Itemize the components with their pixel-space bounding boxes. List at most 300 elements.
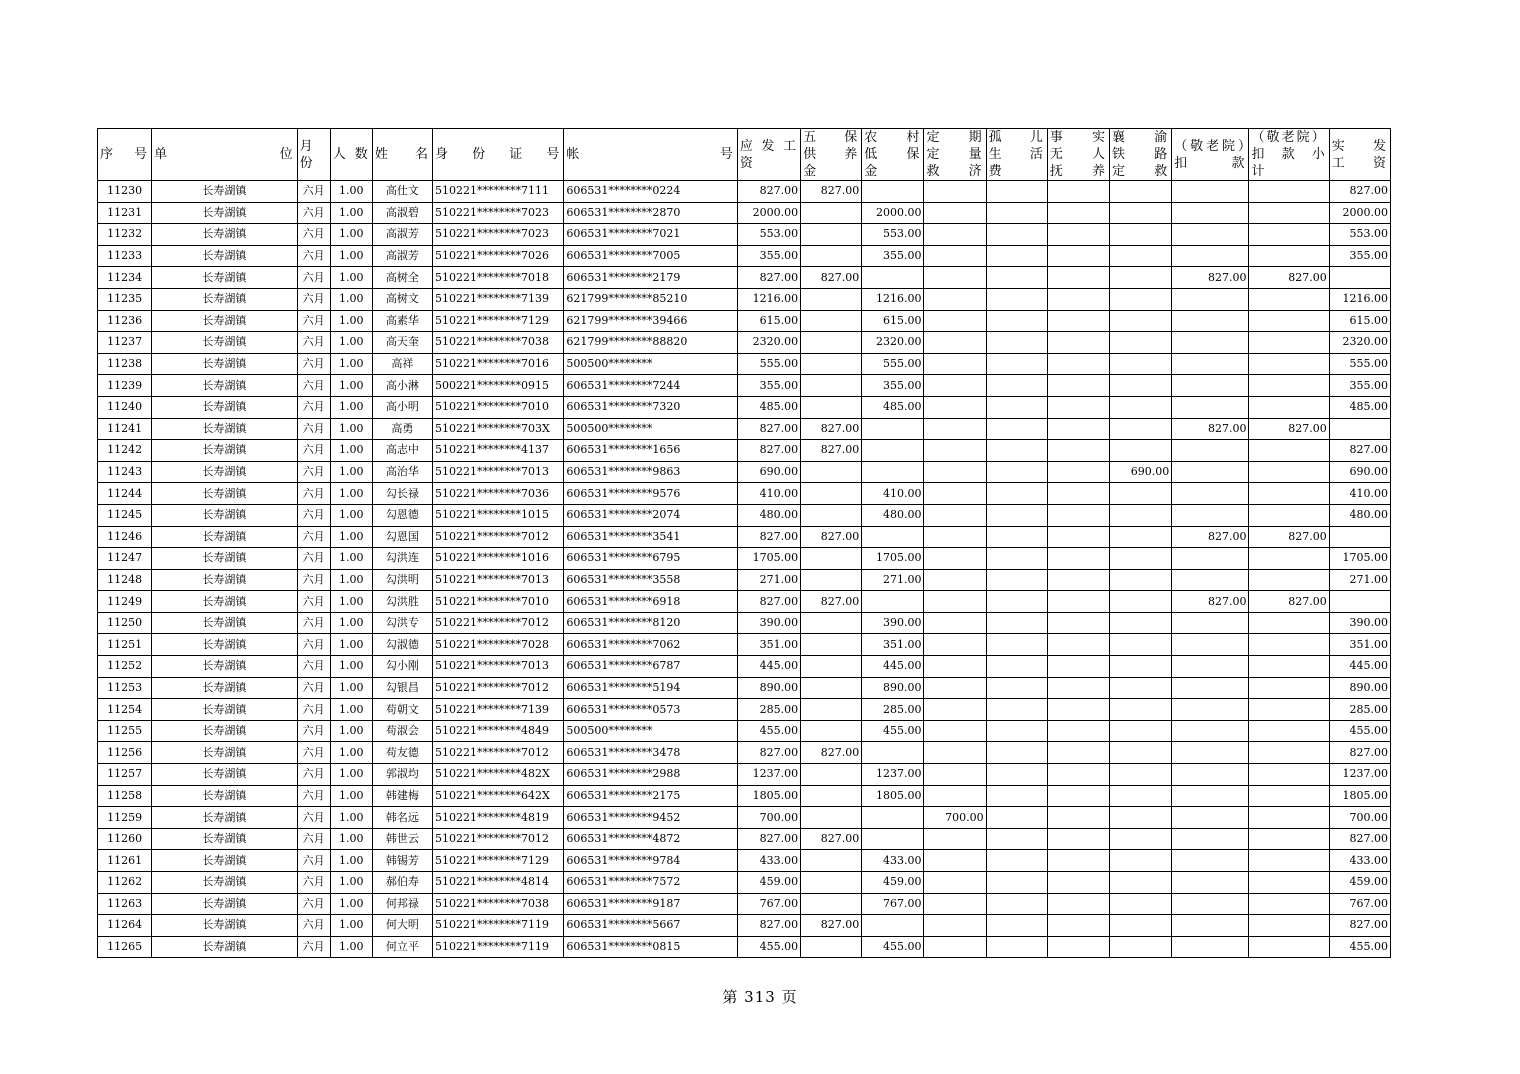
cell-col-deduction-subtotal (1249, 310, 1329, 332)
cell-col-deduction-subtotal (1249, 785, 1329, 807)
cell-col-net-pay: 827.00 (1329, 915, 1390, 937)
cell-col-rural-subsistence: 890.00 (862, 677, 924, 699)
cell-col-name: 高小明 (372, 396, 432, 418)
cell-col-month: 六月 (297, 569, 330, 591)
cell-col-de-facto-orphan (1047, 267, 1109, 289)
cell-col-fixed-relief (924, 245, 986, 267)
cell-col-name: 高淑芳 (372, 245, 432, 267)
table-row (98, 764, 1391, 786)
cell-col-orphan (986, 526, 1047, 548)
cell-col-name: 高淑芳 (372, 224, 432, 246)
cell-col-net-pay: 690.00 (1329, 461, 1390, 483)
cell-col-deduction-subtotal (1249, 569, 1329, 591)
table-row (98, 353, 1391, 375)
cell-col-name: 高祥 (372, 353, 432, 375)
table-row (98, 936, 1391, 958)
cell-col-five-guarantee (801, 634, 862, 656)
cell-col-orphan (986, 677, 1047, 699)
cell-col-five-guarantee: 827.00 (801, 591, 862, 613)
cell-col-de-facto-orphan (1047, 850, 1109, 872)
cell-col-deduction-subtotal (1249, 915, 1329, 937)
header-col-deduction-subtotal: （敬老院）扣 款 小 计 (1249, 129, 1329, 181)
cell-col-deduction (1172, 440, 1249, 462)
cell-col-month: 六月 (297, 850, 330, 872)
cell-col-five-guarantee (801, 807, 862, 829)
cell-col-count: 1.00 (330, 181, 372, 203)
cell-col-id-number: 510221********7018 (432, 267, 563, 289)
cell-col-id-number: 510221********7012 (432, 677, 563, 699)
cell-col-de-facto-orphan (1047, 353, 1109, 375)
cell-col-deduction-subtotal (1249, 720, 1329, 742)
cell-col-id-number: 510221********1016 (432, 548, 563, 570)
cell-col-name: 勾长禄 (372, 483, 432, 505)
cell-col-railway-relief (1110, 569, 1172, 591)
cell-col-rural-subsistence: 271.00 (862, 569, 924, 591)
cell-col-month: 六月 (297, 612, 330, 634)
cell-col-de-facto-orphan (1047, 656, 1109, 678)
table-row (98, 440, 1391, 462)
table-row (98, 612, 1391, 634)
cell-col-month: 六月 (297, 181, 330, 203)
cell-col-rural-subsistence: 485.00 (862, 396, 924, 418)
cell-col-unit: 长寿湖镇 (152, 310, 297, 332)
cell-col-railway-relief (1110, 764, 1172, 786)
cell-col-count: 1.00 (330, 353, 372, 375)
header-col-payable: 应 发 工 资 (737, 129, 800, 181)
cell-col-de-facto-orphan (1047, 181, 1109, 203)
cell-col-id-number: 510221********7139 (432, 699, 563, 721)
table-row (98, 591, 1391, 613)
cell-col-fixed-relief (924, 742, 986, 764)
cell-col-deduction-subtotal (1249, 936, 1329, 958)
cell-col-railway-relief: 690.00 (1110, 461, 1172, 483)
cell-col-payable: 390.00 (737, 612, 800, 634)
cell-col-de-facto-orphan (1047, 504, 1109, 526)
cell-col-unit: 长寿湖镇 (152, 418, 297, 440)
header-col-de-facto-orphan: 事 实 无 人 抚 养 (1047, 129, 1109, 181)
table-row (98, 548, 1391, 570)
cell-col-account: 606531********7572 (564, 872, 738, 894)
cell-col-rural-subsistence: 2320.00 (862, 332, 924, 354)
cell-col-fixed-relief (924, 310, 986, 332)
cell-col-net-pay: 615.00 (1329, 310, 1390, 332)
cell-col-orphan (986, 936, 1047, 958)
cell-col-deduction (1172, 656, 1249, 678)
cell-col-payable: 1216.00 (737, 288, 800, 310)
cell-col-serial: 11242 (98, 440, 152, 462)
cell-col-deduction: 827.00 (1172, 591, 1249, 613)
cell-col-deduction-subtotal (1249, 677, 1329, 699)
cell-col-unit: 长寿湖镇 (152, 915, 297, 937)
cell-col-payable: 480.00 (737, 504, 800, 526)
cell-col-unit: 长寿湖镇 (152, 699, 297, 721)
cell-col-month: 六月 (297, 699, 330, 721)
cell-col-net-pay: 553.00 (1329, 224, 1390, 246)
cell-col-name: 韩建梅 (372, 785, 432, 807)
cell-col-name: 勾洪连 (372, 548, 432, 570)
cell-col-month: 六月 (297, 504, 330, 526)
header-col-deduction: （敬老院）扣 款 (1172, 129, 1249, 181)
cell-col-unit: 长寿湖镇 (152, 353, 297, 375)
cell-col-railway-relief (1110, 850, 1172, 872)
cell-col-railway-relief (1110, 288, 1172, 310)
cell-col-deduction (1172, 807, 1249, 829)
table-row (98, 915, 1391, 937)
cell-col-name: 郝伯寿 (372, 872, 432, 894)
header-col-unit: 单 位 (152, 129, 297, 181)
cell-col-count: 1.00 (330, 332, 372, 354)
cell-col-net-pay (1329, 591, 1390, 613)
cell-col-serial: 11244 (98, 483, 152, 505)
cell-col-serial: 11235 (98, 288, 152, 310)
header-row (98, 129, 1391, 181)
cell-col-rural-subsistence (862, 440, 924, 462)
cell-col-five-guarantee (801, 332, 862, 354)
cell-col-orphan (986, 224, 1047, 246)
cell-col-railway-relief (1110, 181, 1172, 203)
cell-col-rural-subsistence: 2000.00 (862, 202, 924, 224)
cell-col-five-guarantee: 827.00 (801, 915, 862, 937)
cell-col-fixed-relief (924, 915, 986, 937)
cell-col-deduction-subtotal (1249, 872, 1329, 894)
cell-col-railway-relief (1110, 591, 1172, 613)
cell-col-name: 何大明 (372, 915, 432, 937)
cell-col-unit: 长寿湖镇 (152, 785, 297, 807)
cell-col-id-number: 510221********7119 (432, 915, 563, 937)
cell-col-payable: 445.00 (737, 656, 800, 678)
cell-col-deduction (1172, 332, 1249, 354)
cell-col-deduction (1172, 224, 1249, 246)
cell-col-id-number: 510221********7023 (432, 202, 563, 224)
table-header (98, 129, 1391, 181)
cell-col-deduction (1172, 569, 1249, 591)
cell-col-rural-subsistence: 615.00 (862, 310, 924, 332)
cell-col-unit: 长寿湖镇 (152, 396, 297, 418)
cell-col-account: 606531********3478 (564, 742, 738, 764)
cell-col-month: 六月 (297, 288, 330, 310)
cell-col-rural-subsistence (862, 181, 924, 203)
cell-col-account: 621799********39466 (564, 310, 738, 332)
cell-col-month: 六月 (297, 656, 330, 678)
cell-col-serial: 11264 (98, 915, 152, 937)
cell-col-five-guarantee (801, 548, 862, 570)
header-col-month: 月份 (297, 129, 330, 181)
cell-col-id-number: 510221********703X (432, 418, 563, 440)
cell-col-id-number: 510221********7036 (432, 483, 563, 505)
table-row (98, 569, 1391, 591)
cell-col-unit: 长寿湖镇 (152, 548, 297, 570)
cell-col-count: 1.00 (330, 807, 372, 829)
cell-col-railway-relief (1110, 807, 1172, 829)
cell-col-serial: 11236 (98, 310, 152, 332)
cell-col-id-number: 510221********7026 (432, 245, 563, 267)
cell-col-count: 1.00 (330, 548, 372, 570)
cell-col-unit: 长寿湖镇 (152, 440, 297, 462)
cell-col-five-guarantee: 827.00 (801, 742, 862, 764)
cell-col-deduction (1172, 310, 1249, 332)
cell-col-serial: 11237 (98, 332, 152, 354)
cell-col-month: 六月 (297, 893, 330, 915)
cell-col-account: 606531********7062 (564, 634, 738, 656)
cell-col-railway-relief (1110, 828, 1172, 850)
cell-col-month: 六月 (297, 310, 330, 332)
cell-col-unit: 长寿湖镇 (152, 375, 297, 397)
table-row (98, 699, 1391, 721)
cell-col-orphan (986, 807, 1047, 829)
cell-col-month: 六月 (297, 828, 330, 850)
cell-col-count: 1.00 (330, 828, 372, 850)
cell-col-railway-relief (1110, 936, 1172, 958)
cell-col-railway-relief (1110, 353, 1172, 375)
cell-col-net-pay (1329, 526, 1390, 548)
cell-col-fixed-relief (924, 548, 986, 570)
cell-col-five-guarantee (801, 483, 862, 505)
cell-col-unit: 长寿湖镇 (152, 936, 297, 958)
cell-col-fixed-relief (924, 440, 986, 462)
cell-col-name: 高治华 (372, 461, 432, 483)
table-row (98, 677, 1391, 699)
cell-col-orphan (986, 202, 1047, 224)
cell-col-fixed-relief (924, 893, 986, 915)
cell-col-serial: 11239 (98, 375, 152, 397)
cell-col-orphan (986, 828, 1047, 850)
cell-col-deduction (1172, 245, 1249, 267)
cell-col-net-pay: 827.00 (1329, 181, 1390, 203)
cell-col-account: 606531********6795 (564, 548, 738, 570)
cell-col-de-facto-orphan (1047, 548, 1109, 570)
cell-col-rural-subsistence: 455.00 (862, 720, 924, 742)
cell-col-net-pay: 1237.00 (1329, 764, 1390, 786)
cell-col-name: 韩名远 (372, 807, 432, 829)
cell-col-net-pay: 410.00 (1329, 483, 1390, 505)
cell-col-account: 606531********0573 (564, 699, 738, 721)
cell-col-orphan (986, 720, 1047, 742)
cell-col-five-guarantee (801, 353, 862, 375)
cell-col-month: 六月 (297, 677, 330, 699)
cell-col-railway-relief (1110, 483, 1172, 505)
cell-col-five-guarantee (801, 310, 862, 332)
cell-col-rural-subsistence (862, 526, 924, 548)
cell-col-payable: 827.00 (737, 828, 800, 850)
cell-col-account: 606531********2175 (564, 785, 738, 807)
cell-col-serial: 11256 (98, 742, 152, 764)
cell-col-id-number: 510221********7038 (432, 893, 563, 915)
cell-col-month: 六月 (297, 526, 330, 548)
header-col-account: 帐 号 (564, 129, 738, 181)
cell-col-deduction-subtotal (1249, 353, 1329, 375)
cell-col-de-facto-orphan (1047, 526, 1109, 548)
cell-col-payable: 351.00 (737, 634, 800, 656)
cell-col-id-number: 510221********7013 (432, 461, 563, 483)
cell-col-payable: 285.00 (737, 699, 800, 721)
table-row (98, 504, 1391, 526)
cell-col-serial: 11250 (98, 612, 152, 634)
cell-col-rural-subsistence (862, 418, 924, 440)
cell-col-fixed-relief (924, 375, 986, 397)
cell-col-payable: 827.00 (737, 181, 800, 203)
cell-col-name: 勾恩德 (372, 504, 432, 526)
cell-col-payable: 455.00 (737, 720, 800, 742)
cell-col-count: 1.00 (330, 699, 372, 721)
cell-col-five-guarantee: 827.00 (801, 418, 862, 440)
cell-col-payable: 2320.00 (737, 332, 800, 354)
cell-col-deduction-subtotal: 827.00 (1249, 418, 1329, 440)
cell-col-railway-relief (1110, 504, 1172, 526)
cell-col-rural-subsistence: 351.00 (862, 634, 924, 656)
cell-col-unit: 长寿湖镇 (152, 181, 297, 203)
cell-col-account: 606531********2988 (564, 764, 738, 786)
cell-col-deduction (1172, 202, 1249, 224)
cell-col-de-facto-orphan (1047, 483, 1109, 505)
cell-col-payable: 827.00 (737, 742, 800, 764)
cell-col-de-facto-orphan (1047, 375, 1109, 397)
cell-col-account: 606531********7005 (564, 245, 738, 267)
cell-col-deduction-subtotal: 827.00 (1249, 591, 1329, 613)
cell-col-railway-relief (1110, 699, 1172, 721)
cell-col-id-number: 510221********7129 (432, 310, 563, 332)
cell-col-fixed-relief (924, 764, 986, 786)
cell-col-deduction (1172, 375, 1249, 397)
cell-col-rural-subsistence (862, 915, 924, 937)
cell-col-deduction: 827.00 (1172, 418, 1249, 440)
cell-col-orphan (986, 915, 1047, 937)
cell-col-railway-relief (1110, 893, 1172, 915)
cell-col-month: 六月 (297, 353, 330, 375)
cell-col-orphan (986, 612, 1047, 634)
cell-col-unit: 长寿湖镇 (152, 677, 297, 699)
cell-col-month: 六月 (297, 440, 330, 462)
cell-col-deduction (1172, 612, 1249, 634)
cell-col-five-guarantee (801, 656, 862, 678)
cell-col-railway-relief (1110, 872, 1172, 894)
cell-col-net-pay: 271.00 (1329, 569, 1390, 591)
cell-col-deduction-subtotal (1249, 483, 1329, 505)
cell-col-account: 621799********85210 (564, 288, 738, 310)
cell-col-net-pay: 390.00 (1329, 612, 1390, 634)
cell-col-orphan (986, 569, 1047, 591)
cell-col-net-pay: 455.00 (1329, 720, 1390, 742)
cell-col-de-facto-orphan (1047, 677, 1109, 699)
cell-col-name: 勾淑德 (372, 634, 432, 656)
cell-col-five-guarantee (801, 461, 862, 483)
cell-col-orphan (986, 634, 1047, 656)
cell-col-account: 606531********3541 (564, 526, 738, 548)
cell-col-orphan (986, 699, 1047, 721)
cell-col-de-facto-orphan (1047, 396, 1109, 418)
cell-col-de-facto-orphan (1047, 202, 1109, 224)
cell-col-serial: 11234 (98, 267, 152, 289)
cell-col-id-number: 510221********7139 (432, 288, 563, 310)
cell-col-unit: 长寿湖镇 (152, 742, 297, 764)
cell-col-net-pay: 455.00 (1329, 936, 1390, 958)
cell-col-unit: 长寿湖镇 (152, 656, 297, 678)
table-row (98, 375, 1391, 397)
cell-col-month: 六月 (297, 915, 330, 937)
cell-col-deduction-subtotal (1249, 202, 1329, 224)
cell-col-payable: 410.00 (737, 483, 800, 505)
cell-col-month: 六月 (297, 375, 330, 397)
cell-col-five-guarantee: 827.00 (801, 267, 862, 289)
cell-col-payable: 827.00 (737, 418, 800, 440)
cell-col-deduction-subtotal (1249, 245, 1329, 267)
cell-col-serial: 11240 (98, 396, 152, 418)
cell-col-net-pay: 890.00 (1329, 677, 1390, 699)
cell-col-deduction (1172, 353, 1249, 375)
cell-col-account: 606531********7021 (564, 224, 738, 246)
cell-col-orphan (986, 764, 1047, 786)
cell-col-rural-subsistence: 1237.00 (862, 764, 924, 786)
cell-col-unit: 长寿湖镇 (152, 224, 297, 246)
cell-col-five-guarantee (801, 288, 862, 310)
cell-col-account: 621799********88820 (564, 332, 738, 354)
cell-col-unit: 长寿湖镇 (152, 461, 297, 483)
cell-col-deduction-subtotal (1249, 850, 1329, 872)
cell-col-deduction (1172, 828, 1249, 850)
cell-col-railway-relief (1110, 720, 1172, 742)
cell-col-deduction-subtotal (1249, 504, 1329, 526)
cell-col-count: 1.00 (330, 720, 372, 742)
cell-col-net-pay: 2320.00 (1329, 332, 1390, 354)
cell-col-deduction-subtotal: 827.00 (1249, 526, 1329, 548)
cell-col-deduction-subtotal (1249, 332, 1329, 354)
cell-col-five-guarantee: 827.00 (801, 526, 862, 548)
cell-col-payable: 459.00 (737, 872, 800, 894)
table-row (98, 202, 1391, 224)
header-col-fixed-relief: 定 期 定 量 救 济 (924, 129, 986, 181)
table-body (98, 181, 1391, 958)
cell-col-name: 高志中 (372, 440, 432, 462)
cell-col-rural-subsistence: 1805.00 (862, 785, 924, 807)
cell-col-serial: 11263 (98, 893, 152, 915)
cell-col-five-guarantee (801, 720, 862, 742)
cell-col-deduction (1172, 181, 1249, 203)
cell-col-deduction (1172, 764, 1249, 786)
table-row (98, 785, 1391, 807)
cell-col-payable: 355.00 (737, 375, 800, 397)
cell-col-unit: 长寿湖镇 (152, 764, 297, 786)
cell-col-count: 1.00 (330, 612, 372, 634)
cell-col-deduction (1172, 461, 1249, 483)
table-row (98, 267, 1391, 289)
cell-col-fixed-relief (924, 872, 986, 894)
cell-col-rural-subsistence: 390.00 (862, 612, 924, 634)
cell-col-id-number: 510221********7010 (432, 396, 563, 418)
cell-col-deduction-subtotal (1249, 764, 1329, 786)
cell-col-serial: 11233 (98, 245, 152, 267)
cell-col-unit: 长寿湖镇 (152, 612, 297, 634)
cell-col-month: 六月 (297, 396, 330, 418)
cell-col-count: 1.00 (330, 915, 372, 937)
cell-col-net-pay: 351.00 (1329, 634, 1390, 656)
cell-col-serial: 11251 (98, 634, 152, 656)
cell-col-railway-relief (1110, 375, 1172, 397)
cell-col-five-guarantee (801, 850, 862, 872)
cell-col-five-guarantee (801, 245, 862, 267)
cell-col-id-number: 510221********7012 (432, 612, 563, 634)
cell-col-five-guarantee (801, 202, 862, 224)
cell-col-orphan (986, 872, 1047, 894)
cell-col-deduction-subtotal (1249, 181, 1329, 203)
cell-col-rural-subsistence: 1216.00 (862, 288, 924, 310)
cell-col-rural-subsistence: 553.00 (862, 224, 924, 246)
cell-col-orphan (986, 375, 1047, 397)
table-row (98, 634, 1391, 656)
cell-col-orphan (986, 288, 1047, 310)
cell-col-deduction (1172, 288, 1249, 310)
cell-col-name: 高素华 (372, 310, 432, 332)
cell-col-rural-subsistence (862, 591, 924, 613)
cell-col-orphan (986, 850, 1047, 872)
